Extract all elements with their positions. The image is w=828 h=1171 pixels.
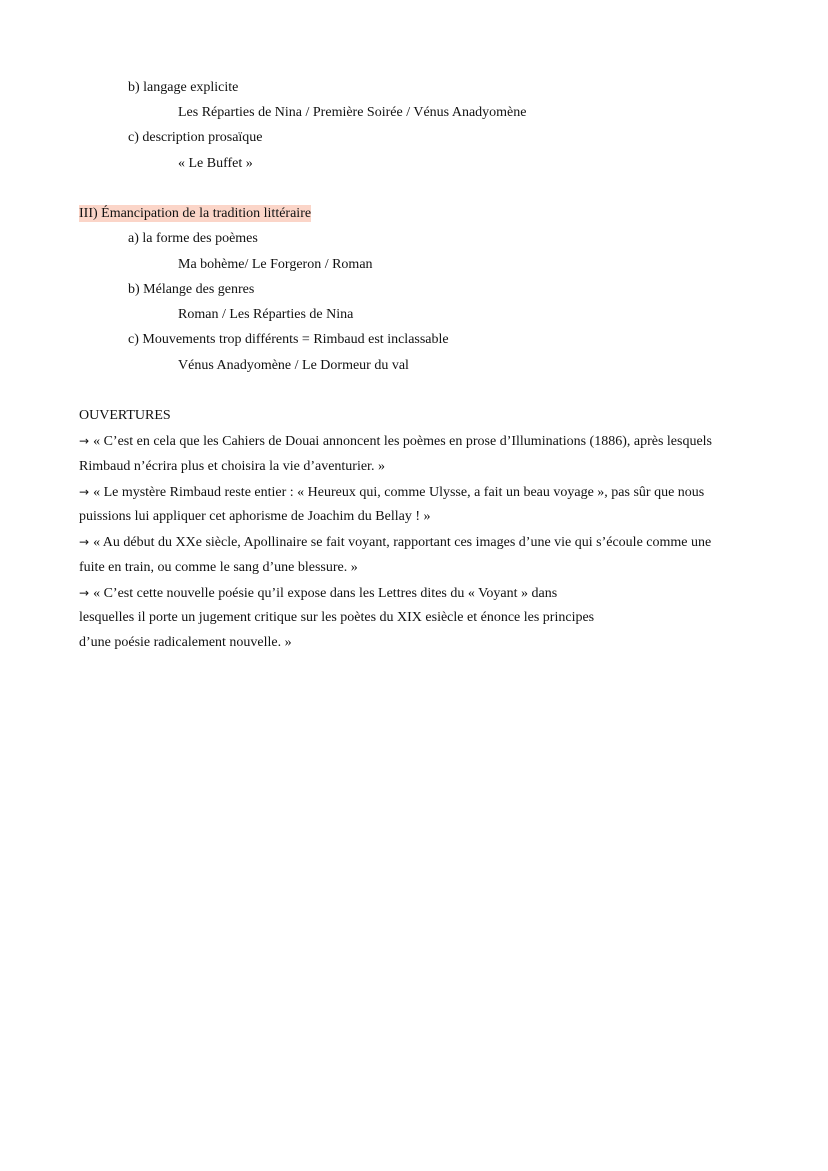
ouverture-item	[79, 483, 704, 502]
subsection-label: c) description prosaïque	[128, 130, 263, 145]
subsection-label: b) Mélange des genres	[128, 282, 255, 297]
arrow-right-icon: →	[79, 434, 90, 448]
ouverture-item	[79, 584, 557, 603]
subsection-label: b) langage explicite	[128, 80, 239, 95]
ouverture-item	[79, 533, 711, 552]
subsection-examples: Vénus Anadyomène / Le Dormeur du val	[178, 358, 409, 373]
ouverture-text-continued: d’une poésie radicalement nouvelle. »	[79, 635, 292, 650]
subsection-label: a) la forme des poèmes	[128, 231, 258, 246]
section-heading	[79, 205, 311, 223]
arrow-right-icon: →	[79, 586, 90, 600]
ouverture-text-continued: lesquelles il porte un jugement critique sur les poètes du XIX esiècle et énonce les principes	[79, 610, 595, 625]
subsection-examples: Roman / Les Réparties de Nina	[178, 307, 354, 322]
ouverture-text-continued: fuite en train, ou comme le sang d’une blessure. »	[79, 560, 358, 575]
subsection-examples: « Le Buffet »	[178, 156, 253, 171]
ouverture-text-continued: Rimbaud n’écrira plus et choisira la vie d’aventurier. »	[79, 459, 385, 474]
ouverture-item	[79, 432, 712, 451]
ouverture-text: « Au début du XXe siècle, Apollinaire se fait voyant, rapportant ces images d’une vie qui s’écoule comme une	[93, 535, 712, 550]
ouverture-text: « C’est cette nouvelle poésie qu’il expose dans les Lettres dites du « Voyant » dans	[93, 586, 558, 601]
subsection-examples: Ma bohème/ Le Forgeron / Roman	[178, 257, 373, 272]
ouverture-text: « C’est en cela que les Cahiers de Douai annoncent les poèmes en prose d’Illuminations (1886), après lesquels	[93, 434, 712, 449]
ouverture-text-continued: puissions lui appliquer cet aphorisme de Joachim du Bellay ! »	[79, 509, 431, 524]
arrow-right-icon: →	[79, 485, 90, 499]
subsection-label: c) Mouvements trop différents = Rimbaud est inclassable	[128, 332, 449, 347]
ouvertures-heading: OUVERTURES	[79, 408, 171, 423]
subsection-examples: Les Réparties de Nina / Première Soirée / Vénus Anadyomène	[178, 105, 527, 120]
arrow-right-icon: →	[79, 535, 90, 549]
highlighted-section-title: III) Émancipation de la tradition littéraire	[79, 206, 312, 221]
ouverture-text: « Le mystère Rimbaud reste entier : « Heureux qui, comme Ulysse, a fait un beau voyage », pas sûr que nous	[93, 485, 705, 500]
